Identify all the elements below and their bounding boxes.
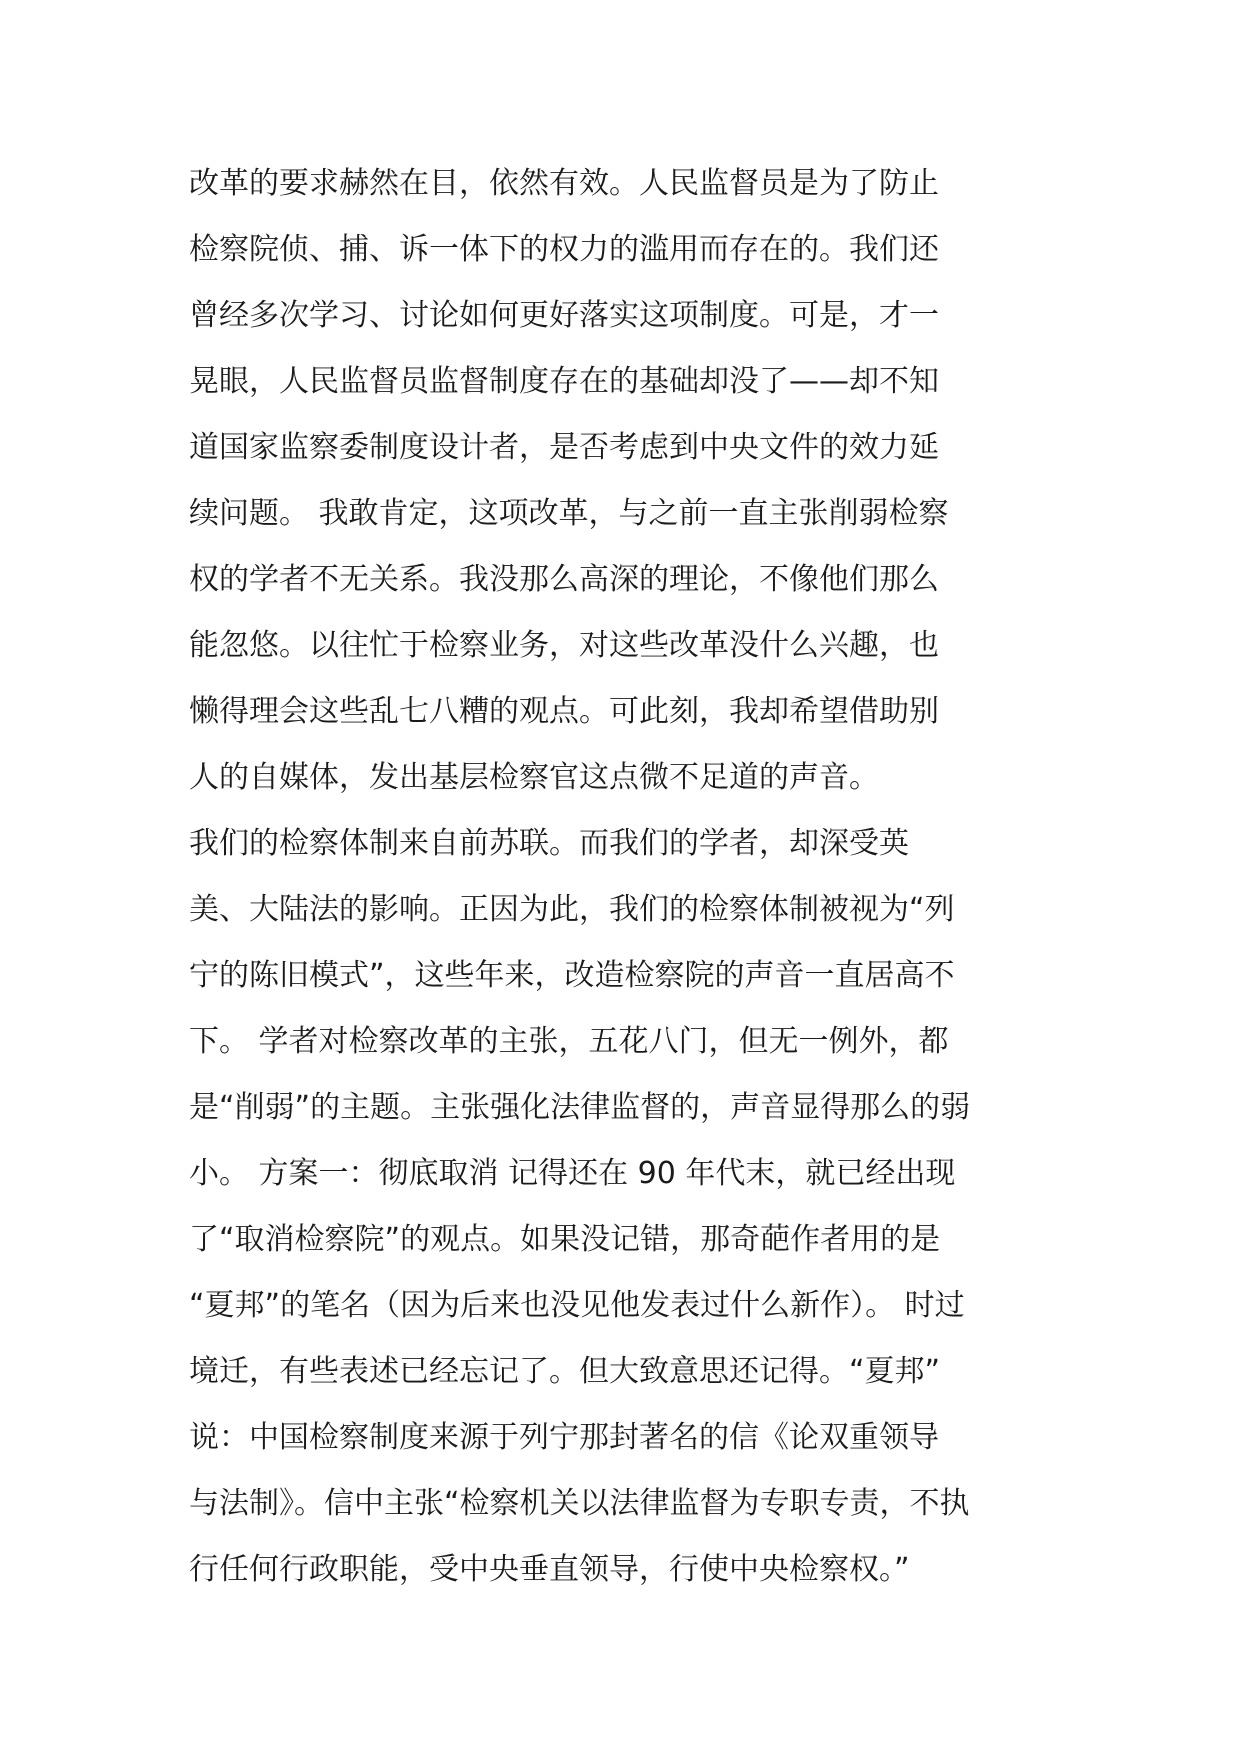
text-line: 曾经多次学习、讨论如何更好落实这项制度。可是，才一 <box>189 298 939 333</box>
text-line: 改革的要求赫然在目，依然有效。人民监督员是为了防止 <box>189 166 939 201</box>
text-line: 宁的陈旧模式”，这些年来，改造检察院的声音一直居高不 <box>189 958 955 993</box>
body-text <box>189 151 1089 1603</box>
text-line: 是“削弱”的主题。主张强化法律监督的，声音显得那么的弱 <box>189 1090 971 1125</box>
text-line: 晃眼，人民监督员监督制度存在的基础却没了——却不知 <box>189 364 939 399</box>
text-line: 道国家监察委制度设计者，是否考虑到中央文件的效力延 <box>189 430 939 465</box>
text-line: 行任何行政职能，受中央垂直领导，行使中央检察权。” <box>189 1552 910 1587</box>
text-line: 人的自媒体，发出基层检察官这点微不足道的声音。 <box>189 760 879 795</box>
text-line: 了“取消检察院”的观点。如果没记错，那奇葩作者用的是 <box>189 1222 941 1257</box>
text-line: 能忽悠。以往忙于检察业务，对这些改革没什么兴趣，也 <box>189 628 939 663</box>
text-line: 懒得理会这些乱七八糟的观点。可此刻，我却希望借助别 <box>189 694 939 729</box>
text-line: 下。 学者对检察改革的主张，五花八门，但无一例外，都 <box>189 1024 949 1059</box>
text-line: 续问题。 我敢肯定，这项改革，与之前一直主张削弱检察 <box>189 496 949 531</box>
text-line: 说：中国检察制度来源于列宁那封著名的信《论双重领导 <box>189 1420 939 1455</box>
text-line: 与法制》。信中主张“检察机关以法律监督为专职专责，不执 <box>189 1486 970 1521</box>
text-line: 我们的检察体制来自前苏联。而我们的学者，却深受英 <box>189 826 909 861</box>
text-line: 小。 方案一：彻底取消 记得还在 90 年代末，就已经出现 <box>189 1156 956 1191</box>
text-line: 权的学者不无关系。我没那么高深的理论，不像他们那么 <box>189 562 939 597</box>
text-line: 美、大陆法的影响。正因为此，我们的检察体制被视为“列 <box>189 892 955 927</box>
text-line: “夏邦”的笔名（因为后来也没见他发表过什么新作）。 时过 <box>189 1288 965 1323</box>
text-line: 检察院侦、捕、诉一体下的权力的滥用而存在的。我们还 <box>189 232 939 267</box>
text-line: 境迁，有些表述已经忘记了。但大致意思还记得。“夏邦” <box>189 1354 941 1389</box>
